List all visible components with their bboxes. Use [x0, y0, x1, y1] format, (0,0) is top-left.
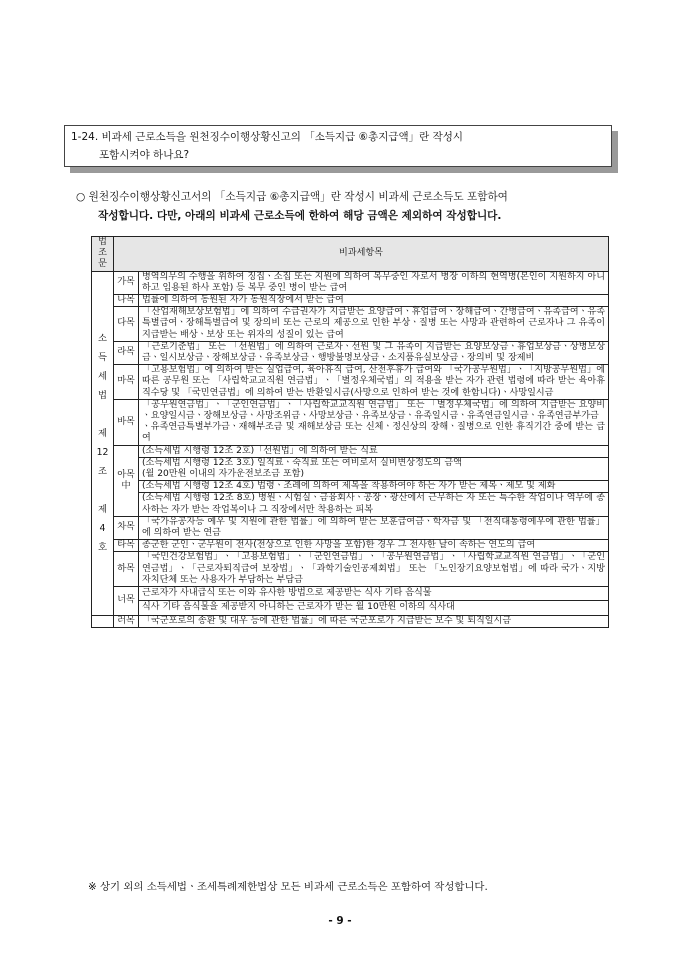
table-header-row	[92, 237, 609, 272]
answer-text	[76, 188, 616, 226]
item-code: 러목	[114, 615, 139, 627]
item-code: 가목	[114, 271, 139, 294]
item-code-ah	[114, 445, 139, 516]
item-description	[139, 587, 609, 615]
table-row	[92, 615, 609, 627]
item-code-neo: 너목	[114, 587, 139, 615]
header-item: 비과세항목	[114, 237, 609, 272]
table-row	[92, 399, 609, 445]
answer-line-2: 작성합니다. 다만, 아래의 비과세 근로소득에 한하여 해당 금액은 제외하여 작성합니다.	[98, 210, 502, 222]
item-description: 「고용보험법」에 의하여 받는 실업급여, 육아휴직 급여, 산전후휴가 급여와 「국가공무원법」ㆍ「지방공무원법」에 따른 공무원 또는 「사립학교교직원 연금법」ㆍ「별정우체국법」의 적용을 받는 자가 관련 법령에 따라 받는 육아휴직수당 및 「국민연금법」에 의하여 받는 반환일시금(사망으로 인하여 받는 것에 한함니다)ㆍ사망일시금	[139, 365, 609, 400]
law-char: 득	[98, 352, 107, 364]
law-reference-empty	[92, 615, 114, 627]
item-code-ah-1: 아목	[117, 469, 135, 480]
question-line-2: 포함시켜야 하나요?	[99, 149, 190, 161]
item-description-line: 근로자가 사내급식 또는 이와 유사한 방법으로 제공받는 식사 기타 음식물	[139, 587, 608, 601]
item-code: 타목	[114, 540, 139, 552]
table-row	[92, 493, 609, 516]
item-description: 「공무원연금법」ㆍ「군인연금법」ㆍ「사립학교교직원 연금법」 또는 「별정우체국법」에 의하여 지급받는 요양비ㆍ요양일시금ㆍ장해보상금ㆍ사망조위금ㆍ사망보상금ㆍ유족보상금ㆍ유족일시금ㆍ유족연금일시금ㆍ유족연금부가금ㆍ유족연금특별부가금ㆍ재해부조금 및 재해보상금 또는 신체ㆍ정신상의 장해ㆍ질병으로 인한 휴직기간 중에 받는 급여	[139, 399, 609, 445]
law-char: 제	[98, 504, 107, 516]
footnote: ※ 상기 외의 소득세법ㆍ조세특례제한법상 모든 비과세 근로소득은 포함하여 작성합니다.	[88, 881, 488, 893]
item-description: (소득세법 시행령 12조 2호)「선원법」에 의하여 받는 식료	[139, 445, 609, 457]
table-row	[92, 587, 609, 615]
law-char: 법	[98, 390, 107, 402]
law-char: 조	[98, 466, 107, 478]
law-char	[95, 481, 110, 500]
item-code: 하목	[114, 552, 139, 587]
law-char: 12	[96, 447, 109, 459]
law-char	[95, 405, 110, 424]
item-code-ah-2: 中	[121, 480, 131, 491]
item-description: 종군한 군인ㆍ군무원이 전사(전상으로 인한 사망을 포함)한 경우 그 전사한 날이 속하는 연도의 급여	[139, 540, 609, 552]
item-description: (소득세법 시행령 12조 8호) 병원ㆍ시험실ㆍ금융회사ㆍ공장ㆍ광산에서 근무하는 자 또는 특수한 작업이나 역무에 종사하는 자가 받는 작업복이나 그 직장에서만 착용하는 피복	[139, 493, 609, 516]
item-description-line: (월 20만원 이내의 자가운전보조금 포함)	[142, 469, 304, 480]
item-description: 「국가유공자등 예우 및 지원에 관한 법률」에 의하여 받는 보훈급여금ㆍ학자금 및 「전직대통령예우에 관한 법률」에 의하여 받는 연금	[139, 516, 609, 539]
table-row	[92, 552, 609, 587]
item-code: 라목	[114, 341, 139, 364]
table-row	[92, 365, 609, 400]
header-law: 법조문	[92, 237, 114, 272]
law-reference	[92, 271, 114, 615]
law-char: 소	[98, 333, 107, 345]
answer-line-1: ○ 원천징수이행상황신고서의 「소득지급 ⑥총지급액」란 작성시 비과세 근로소득도 포함하여	[76, 191, 508, 203]
law-char: 제	[98, 428, 107, 440]
table-row	[92, 481, 609, 493]
item-description: 「산업재해보상보험법」에 의하여 수급권자가 지급받는 요양급여ㆍ휴업급여ㆍ장해급여ㆍ간병급여ㆍ유족급여ㆍ유족특별급여ㆍ장해특별급여 및 장의비 또는 근로의 제공으로 인한 부상ㆍ질병 또는 사망과 관련하여 근로자나 그 유족이 지급받는 배상ㆍ보상 또는 위자의 성질이 있는 급여	[139, 307, 609, 342]
law-char: 세	[98, 371, 107, 383]
item-description-line: 식사 기타 음식물을 제공받지 아니하는 근로자가 받는 월 10만원 이하의 식사대	[142, 602, 455, 613]
item-description	[139, 457, 609, 480]
table-row	[92, 540, 609, 552]
table-row	[92, 445, 609, 457]
table-row	[92, 457, 609, 480]
item-code: 마목	[114, 365, 139, 400]
law-char: 호	[98, 542, 107, 554]
table-row	[92, 295, 609, 307]
item-code: 차목	[114, 516, 139, 539]
item-description: 「근로기준법」 또는 「선원법」에 의하여 근로자ㆍ선원 및 그 유족이 지급받는 요양보상금ㆍ휴업보상금ㆍ상병보상금ㆍ일시보상금ㆍ장해보상금ㆍ유족보상금ㆍ행방불명보상금ㆍ소지품유실보상금ㆍ장의비 및 장제비	[139, 341, 609, 364]
item-description: 병역의무의 수행을 위하여 징집ㆍ소집 또는 지원에 의하여 복무중인 자로서 병장 이하의 현역병(본인이 지원하지 아니하고 임용된 하사 포함) 등 복무 중인 병이 받는 급여	[139, 271, 609, 294]
item-description: 법률에 의하여 동원된 자가 동원직장에서 받는 급여	[139, 295, 609, 307]
item-code: 다목	[114, 307, 139, 342]
table-row	[92, 271, 609, 294]
table-row	[92, 307, 609, 342]
page-number: - 9 -	[328, 915, 352, 927]
law-char: 4	[99, 523, 106, 535]
item-description: 「국군포로의 송환 및 대우 등에 관한 법률」에 따른 국군포로가 지급받는 보수 및 퇴직일시금	[139, 615, 609, 627]
question-box	[64, 125, 612, 167]
item-description-line: (소득세법 시행령 12조 3호) 일직료ㆍ숙직료 또는 여비로서 실비변상정도의 금액	[142, 457, 462, 468]
question-line-1: 1-24. 비과세 근로소득을 원천징수이행상황신고의 「소득지급 ⑥총지급액」란 작성시	[71, 131, 464, 143]
table-row	[92, 516, 609, 539]
item-description: (소득세법 시행령 12조 4호) 법령ㆍ조례에 의하여 제복을 착용하여야 하는 자가 받는 제복ㆍ제모 및 제화	[139, 481, 609, 493]
item-code: 바목	[114, 399, 139, 445]
item-code: 나목	[114, 295, 139, 307]
item-description: 「국민건강보험법」ㆍ「고용보험법」ㆍ「군인연금법」ㆍ「공무원연금법」ㆍ「사립학교교직원 연금법」ㆍ「군인연금법」ㆍ「근로자퇴직급여 보장법」ㆍ「과학기술인공제회법」 또는 「노인장기요양보험법」에 따라 국가ㆍ지방자치단체 또는 사용자가 부담하는 부담금	[139, 552, 609, 587]
exclusion-table	[91, 236, 609, 628]
table-row	[92, 341, 609, 364]
